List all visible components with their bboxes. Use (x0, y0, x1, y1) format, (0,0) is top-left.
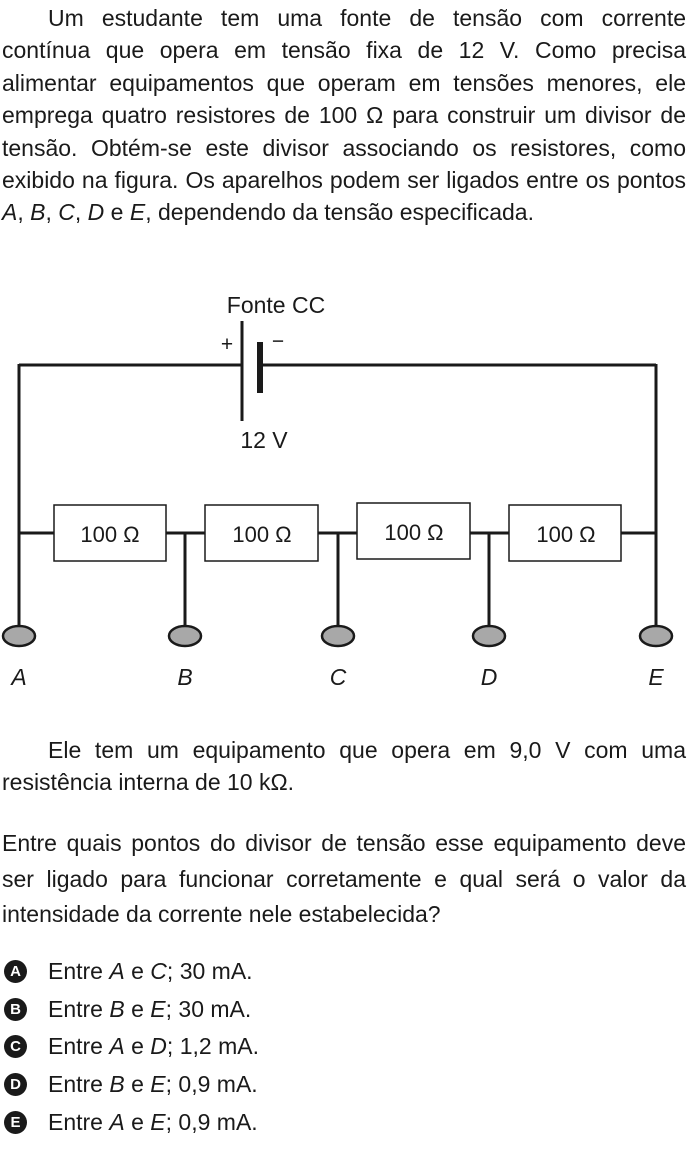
resistor (509, 505, 621, 561)
intro-text: , (17, 199, 31, 226)
equipment-paragraph: Ele tem um equipamento que opera em 9,0 V com uma resistência interna de 10 kΩ. (2, 737, 686, 796)
resistor-label: 100 Ω (80, 522, 140, 547)
option-letter-badge: D (4, 1073, 27, 1096)
option-text: Entre A e E; 0,9 mA. (48, 1108, 258, 1135)
plus-sign: + (220, 333, 234, 356)
resistor-label: 100 Ω (232, 522, 292, 547)
point-label: D (87, 199, 105, 226)
circuit-diagram (0, 284, 696, 704)
point-label: C (58, 199, 75, 226)
intro-text: , dependendo da tensão especificada. (145, 199, 534, 226)
intro-text: e (104, 199, 130, 226)
point-label: A (2, 199, 18, 226)
terminal-label: A (11, 664, 27, 690)
option-c[interactable] (4, 1028, 259, 1066)
intro-text: , (74, 199, 88, 226)
option-a[interactable] (4, 953, 259, 991)
point-label: B (30, 199, 46, 226)
terminal (169, 626, 201, 646)
option-b[interactable] (4, 991, 259, 1029)
terminal (640, 626, 672, 646)
question-paragraph: Entre quais pontos do divisor de tensão esse equipamento deve ser ligado para funcionar corretamente e qual será o valor da intensidade da corrente nele estabelecida? (2, 830, 686, 928)
minus-sign: − (271, 330, 285, 353)
terminal (322, 626, 354, 646)
option-letter-badge: E (4, 1111, 27, 1134)
resistor-label: 100 Ω (384, 520, 444, 545)
resistor-label: 100 Ω (536, 522, 596, 547)
circuit-wires (19, 364, 656, 628)
option-letter-badge: A (4, 960, 27, 983)
option-d[interactable] (4, 1066, 259, 1104)
answer-options (4, 953, 259, 1141)
terminal-label: B (177, 664, 193, 690)
point-label: E (129, 199, 146, 226)
terminal-label: C (329, 664, 347, 690)
option-text: Entre A e C; 30 mA. (48, 958, 253, 985)
option-letter-badge: C (4, 1035, 27, 1058)
terminal (473, 626, 505, 646)
intro-paragraph (2, 2, 686, 229)
option-e[interactable] (4, 1103, 259, 1141)
option-text: Entre A e D; 1,2 mA. (48, 1033, 259, 1060)
option-letter-badge: B (4, 998, 27, 1021)
intro-text: Um estudante tem uma fonte de tensão com corrente contínua que opera em tensão fixa de 12 V. Como precisa alimentar equipamentos que operam em tensões menores, ele emprega quatro resistores de 100 Ω para construir um divisor de tensão. Obtém-se este divisor associando os resistores, como exibido na figura. Os aparelhos podem ser ligados entre os pontos (2, 5, 686, 194)
intro-text: , (45, 199, 59, 226)
terminal (3, 626, 35, 646)
option-text: Entre B e E; 0,9 mA. (48, 1071, 258, 1098)
resistor (357, 503, 470, 559)
terminal-label: D (480, 664, 498, 690)
resistor (205, 505, 318, 561)
source-label: Fonte CC (226, 292, 326, 318)
voltage-label: 12 V (240, 427, 288, 453)
option-text: Entre B e E; 30 mA. (48, 995, 252, 1022)
terminal-label: E (648, 664, 664, 690)
resistor (54, 505, 166, 561)
